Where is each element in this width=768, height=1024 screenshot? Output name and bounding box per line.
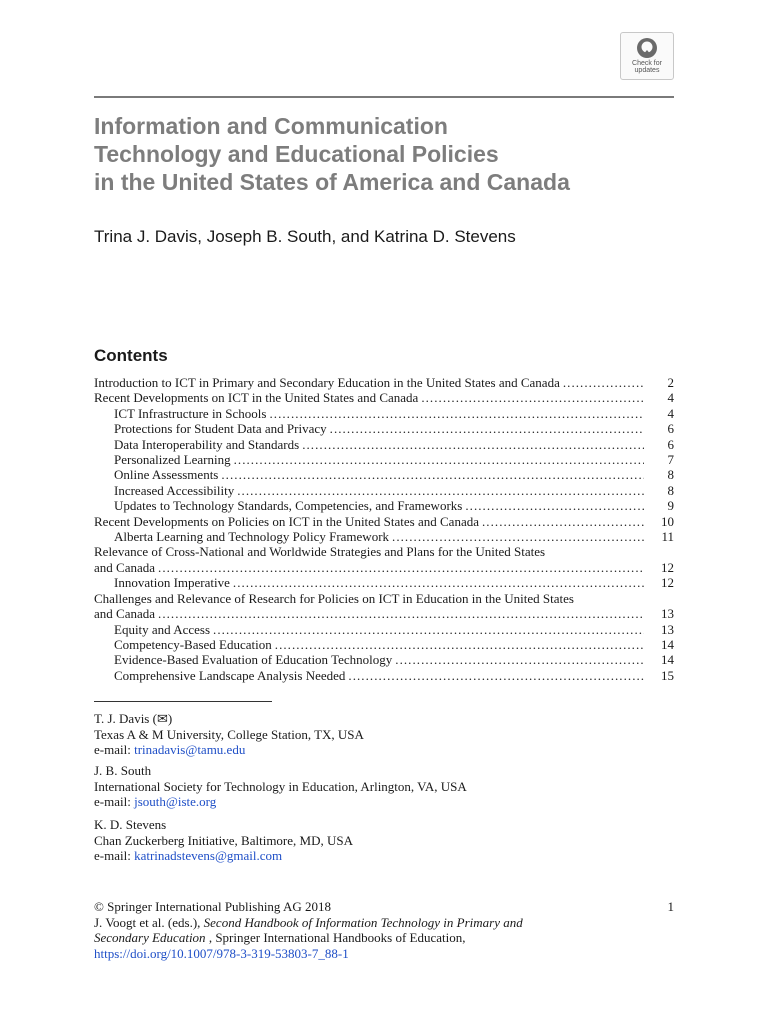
toc-entry-title: Increased Accessibility [114,482,235,498]
toc-leader-dots [221,467,644,482]
badge-label-2: updates [634,67,660,74]
toc-leader-dots [395,652,644,667]
envelope-icon[interactable]: ✉ [156,711,168,726]
toc-entry-title-line: Challenges and Relevance of Research for Policies on ICT in Education in the United States [94,590,574,606]
affiliation-name: K. D. Stevens [94,817,167,832]
affiliation-name: T. J. Davis (✉) [94,711,173,726]
toc-entry[interactable] [94,390,674,405]
affiliation-davis [94,711,654,758]
title-rule [94,96,674,98]
toc-entry[interactable] [94,437,674,452]
toc-entry-title: Equity and Access [114,621,211,637]
check-for-updates-badge[interactable] [620,32,674,80]
toc-leader-dots [348,668,644,683]
toc-entry-title: Protections for Student Data and Privacy [114,421,327,437]
toc-page-number: 14 [661,636,674,652]
toc-entry[interactable] [94,652,674,667]
affiliation-email: e-mail: trinadavis@tamu.edu [94,742,246,757]
toc-leader-dots [158,606,644,621]
toc-page-number: 4 [667,390,674,406]
publication-footer [94,899,674,961]
affiliation-institution: International Society for Technology in Education, Arlington, VA, USA [94,778,467,794]
toc-page-number: 12 [661,575,674,591]
table-of-contents [94,375,674,683]
email-link[interactable]: trinadavis@tamu.edu [134,742,246,757]
toc-leader-dots [237,483,644,498]
toc-page-number: 15 [661,667,674,683]
toc-page-number: 7 [667,452,674,468]
toc-page-number: 9 [667,498,674,514]
toc-entry[interactable] [94,467,674,482]
toc-entry-title: and Canada [94,559,156,575]
toc-leader-dots [482,514,644,529]
toc-page-number: 13 [661,606,674,622]
affiliation-institution: Chan Zuckerberg Initiative, Baltimore, MD, USA [94,832,353,848]
title-line-1: Information and Communication [94,113,448,139]
affiliation-institution: Texas A & M University, College Station, TX, USA [94,726,364,742]
toc-leader-dots [269,406,644,421]
toc-entry[interactable] [94,529,674,544]
toc-entry-title: Introduction to ICT in Primary and Secondary Education in the United States and Canada [94,375,560,390]
toc-entry[interactable] [94,452,674,467]
page-number: 1 [667,899,674,914]
toc-entry[interactable] [94,575,674,590]
affiliation-stevens [94,817,654,864]
toc-entry[interactable] [94,514,674,529]
toc-entry-title: ICT Infrastructure in Schools [114,405,267,421]
toc-entry-title: Personalized Learning [114,452,231,468]
toc-leader-dots [465,498,644,513]
affiliation-south [94,763,654,810]
toc-page-number: 11 [661,529,674,545]
toc-page-number: 8 [667,482,674,498]
author-list: Trina J. Davis, Joseph B. South, and Katrina D. Stevens [94,227,516,246]
toc-entry[interactable] [94,637,674,652]
toc-leader-dots [302,437,644,452]
footnote-rule [94,701,272,702]
toc-entry[interactable] [94,606,674,621]
contents-heading: Contents [94,346,168,365]
toc-page-number: 6 [667,436,674,452]
toc-entry-title: and Canada [94,606,156,622]
toc-entry[interactable] [94,375,674,390]
toc-entry-title: Comprehensive Landscape Analysis Needed [114,667,346,683]
toc-leader-dots [233,575,644,590]
toc-entry-title: Data Interoperability and Standards [114,436,300,452]
toc-entry-title: Recent Developments on ICT in the United States and Canada [94,390,419,406]
toc-entry-title: Updates to Technology Standards, Competencies, and Frameworks [114,498,463,514]
toc-entry[interactable] [94,483,674,498]
toc-entry-title: Innovation Imperative [114,575,230,591]
affiliation-email: e-mail: katrinadstevens@gmail.com [94,848,283,863]
toc-leader-dots [330,421,644,436]
citation-line-2: Secondary Education , Springer International Handbooks of Education, [94,930,466,946]
toc-leader-dots [234,452,644,467]
citation-line-1: J. Voogt et al. (eds.), Second Handbook of Information Technology in Primary and [94,914,523,930]
copyright-line: © Springer International Publishing AG 2018 [94,899,331,914]
toc-entry[interactable] [94,622,674,637]
toc-page-number: 6 [667,421,674,437]
toc-page-number: 4 [667,405,674,421]
toc-leader-dots [158,560,644,575]
toc-entry[interactable] [94,406,674,421]
doi-link[interactable]: https://doi.org/10.1007/978-3-319-53803-7_88-1 [94,945,349,961]
book-title: Second Handbook of Information Technology in Primary and [203,914,523,930]
affiliation-email: e-mail: jsouth@iste.org [94,794,217,809]
toc-leader-dots [213,622,644,637]
check-for-updates-icon [635,36,659,60]
toc-entry-title: Recent Developments on Policies on ICT in the United States and Canada [94,513,479,529]
toc-entry[interactable] [94,560,674,575]
toc-page-number: 12 [661,559,674,575]
affiliation-name: J. B. South [94,763,152,778]
toc-entry[interactable] [94,668,674,683]
toc-entry-title: Online Assessments [114,467,219,483]
chapter-title [94,112,674,196]
toc-page-number: 2 [667,375,674,390]
toc-entry-title: Alberta Learning and Technology Policy Framework [114,529,390,545]
badge-label-1: Check for [632,60,662,67]
toc-page-number: 8 [667,467,674,483]
toc-leader-dots [275,637,644,652]
toc-page-number: 14 [661,652,674,668]
toc-leader-dots [392,529,644,544]
toc-entry-title: Competency-Based Education [114,636,272,652]
book-title-cont: Secondary Education [94,930,206,946]
toc-entry-title-line: Relevance of Cross-National and Worldwide Strategies and Plans for the United States [94,544,546,560]
title-line-3: in the United States of America and Canada [94,169,570,195]
toc-entry[interactable] [94,421,674,436]
toc-entry[interactable] [94,498,674,513]
toc-leader-dots [563,375,644,390]
toc-leader-dots [421,390,644,405]
email-link[interactable]: jsouth@iste.org [134,794,217,809]
toc-page-number: 10 [661,513,674,529]
toc-page-number: 13 [661,621,674,637]
toc-entry-title: Evidence-Based Evaluation of Education Technology [114,652,393,668]
title-line-2: Technology and Educational Policies [94,141,499,167]
email-link[interactable]: katrinadstevens@gmail.com [134,848,283,863]
